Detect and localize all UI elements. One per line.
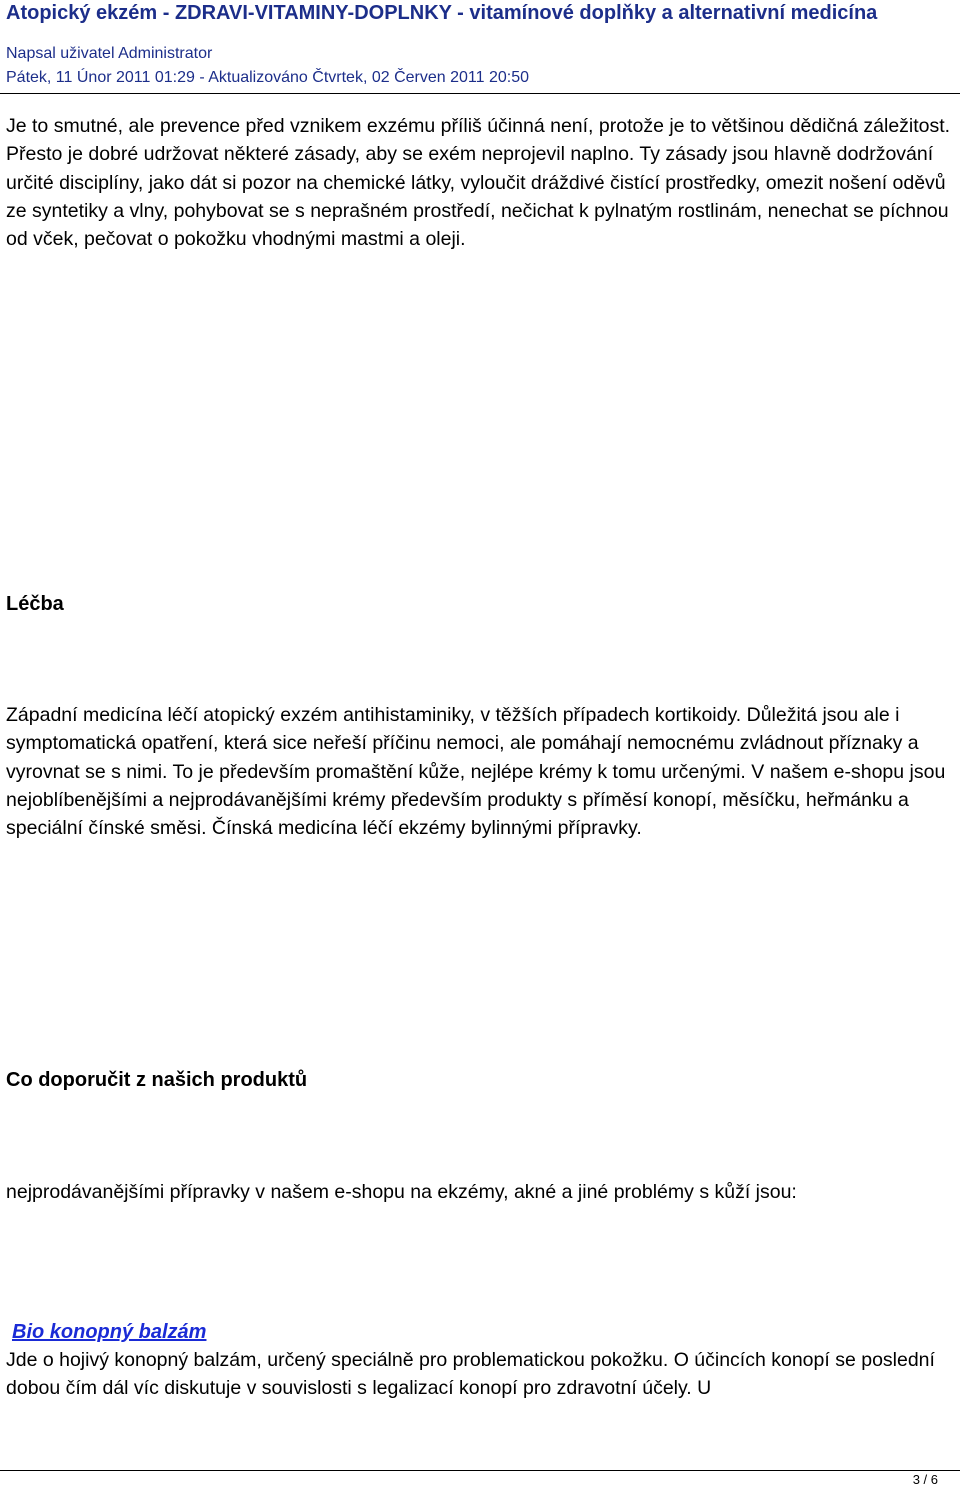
treatment-heading: Léčba: [6, 593, 64, 615]
author-line: Napsal uživatel Administrator: [6, 45, 213, 62]
product-link-bio-konopny-balzam[interactable]: Bio konopný balzám: [12, 1321, 207, 1343]
products-heading: Co doporučit z našich produktů: [6, 1069, 308, 1091]
product-description: Jde o hojivý konopný balzám, určený speciálně pro problematickou pokožku. O účincích konopí se poslední dobou čím dál víc diskutuje v souvislosti s legalizací konopí pro zdravotní účely. U: [6, 1349, 935, 1400]
page-number: 3 / 6: [912, 1472, 938, 1487]
intro-paragraph: Je to smutné, ale prevence před vznikem exzému příliš účinná není, protože je to většinou dědičná záležitost. Přesto je dobré udržovat některé zásady, aby se exém neprojevil naplno. Ty zásady jsou hlavně dodržování určité disciplíny, jako dát si pozor na chemické látky, vyloučit dráždivé čistící prostředky, omezit nošení oděvů ze syntetiky a vlny, pohybovat se s neprašném prostředí, nečichat k pylnatým rostlinám, nenechat se píchnou od vček, pečovat o pokožku vhodnými mastmi a oleji.: [6, 115, 951, 251]
footer-divider: [0, 1470, 960, 1471]
article-meta: [6, 42, 529, 90]
page-title: Atopický ekzém - ZDRAVI-VITAMINY-DOPLNKY - vitamínové doplňky a alternativní medicína: [6, 2, 878, 24]
products-intro: nejprodávanějšími přípravky v našem e-shopu na ekzémy, akné a jiné problémy s kůží jsou:: [6, 1181, 797, 1203]
header-divider: [0, 93, 960, 94]
date-line: Pátek, 11 Únor 2011 01:29 - Aktualizováno Čtvrtek, 02 Červen 2011 20:50: [6, 69, 529, 86]
treatment-paragraph: Západní medicína léčí atopický exzém antihistaminiky, v těžších případech kortikoidy. Důležitá jsou ale i symptomatická opatření, která sice neřeší příčinu nemoci, ale pomáhají nemocnému zvládnout příznaky a vyrovnat se s nimi. To je především promaštění kůže, nejlépe krémy k tomu určenými. V našem e-shopu jsou nejoblíbenějšími a nejprodávanějšími krémy především produkty s příměsí konopí, měsíčku, heřmánku a speciální čínské směsi. Čínská medicína léčí ekzémy bylinnými přípravky.: [6, 704, 946, 840]
